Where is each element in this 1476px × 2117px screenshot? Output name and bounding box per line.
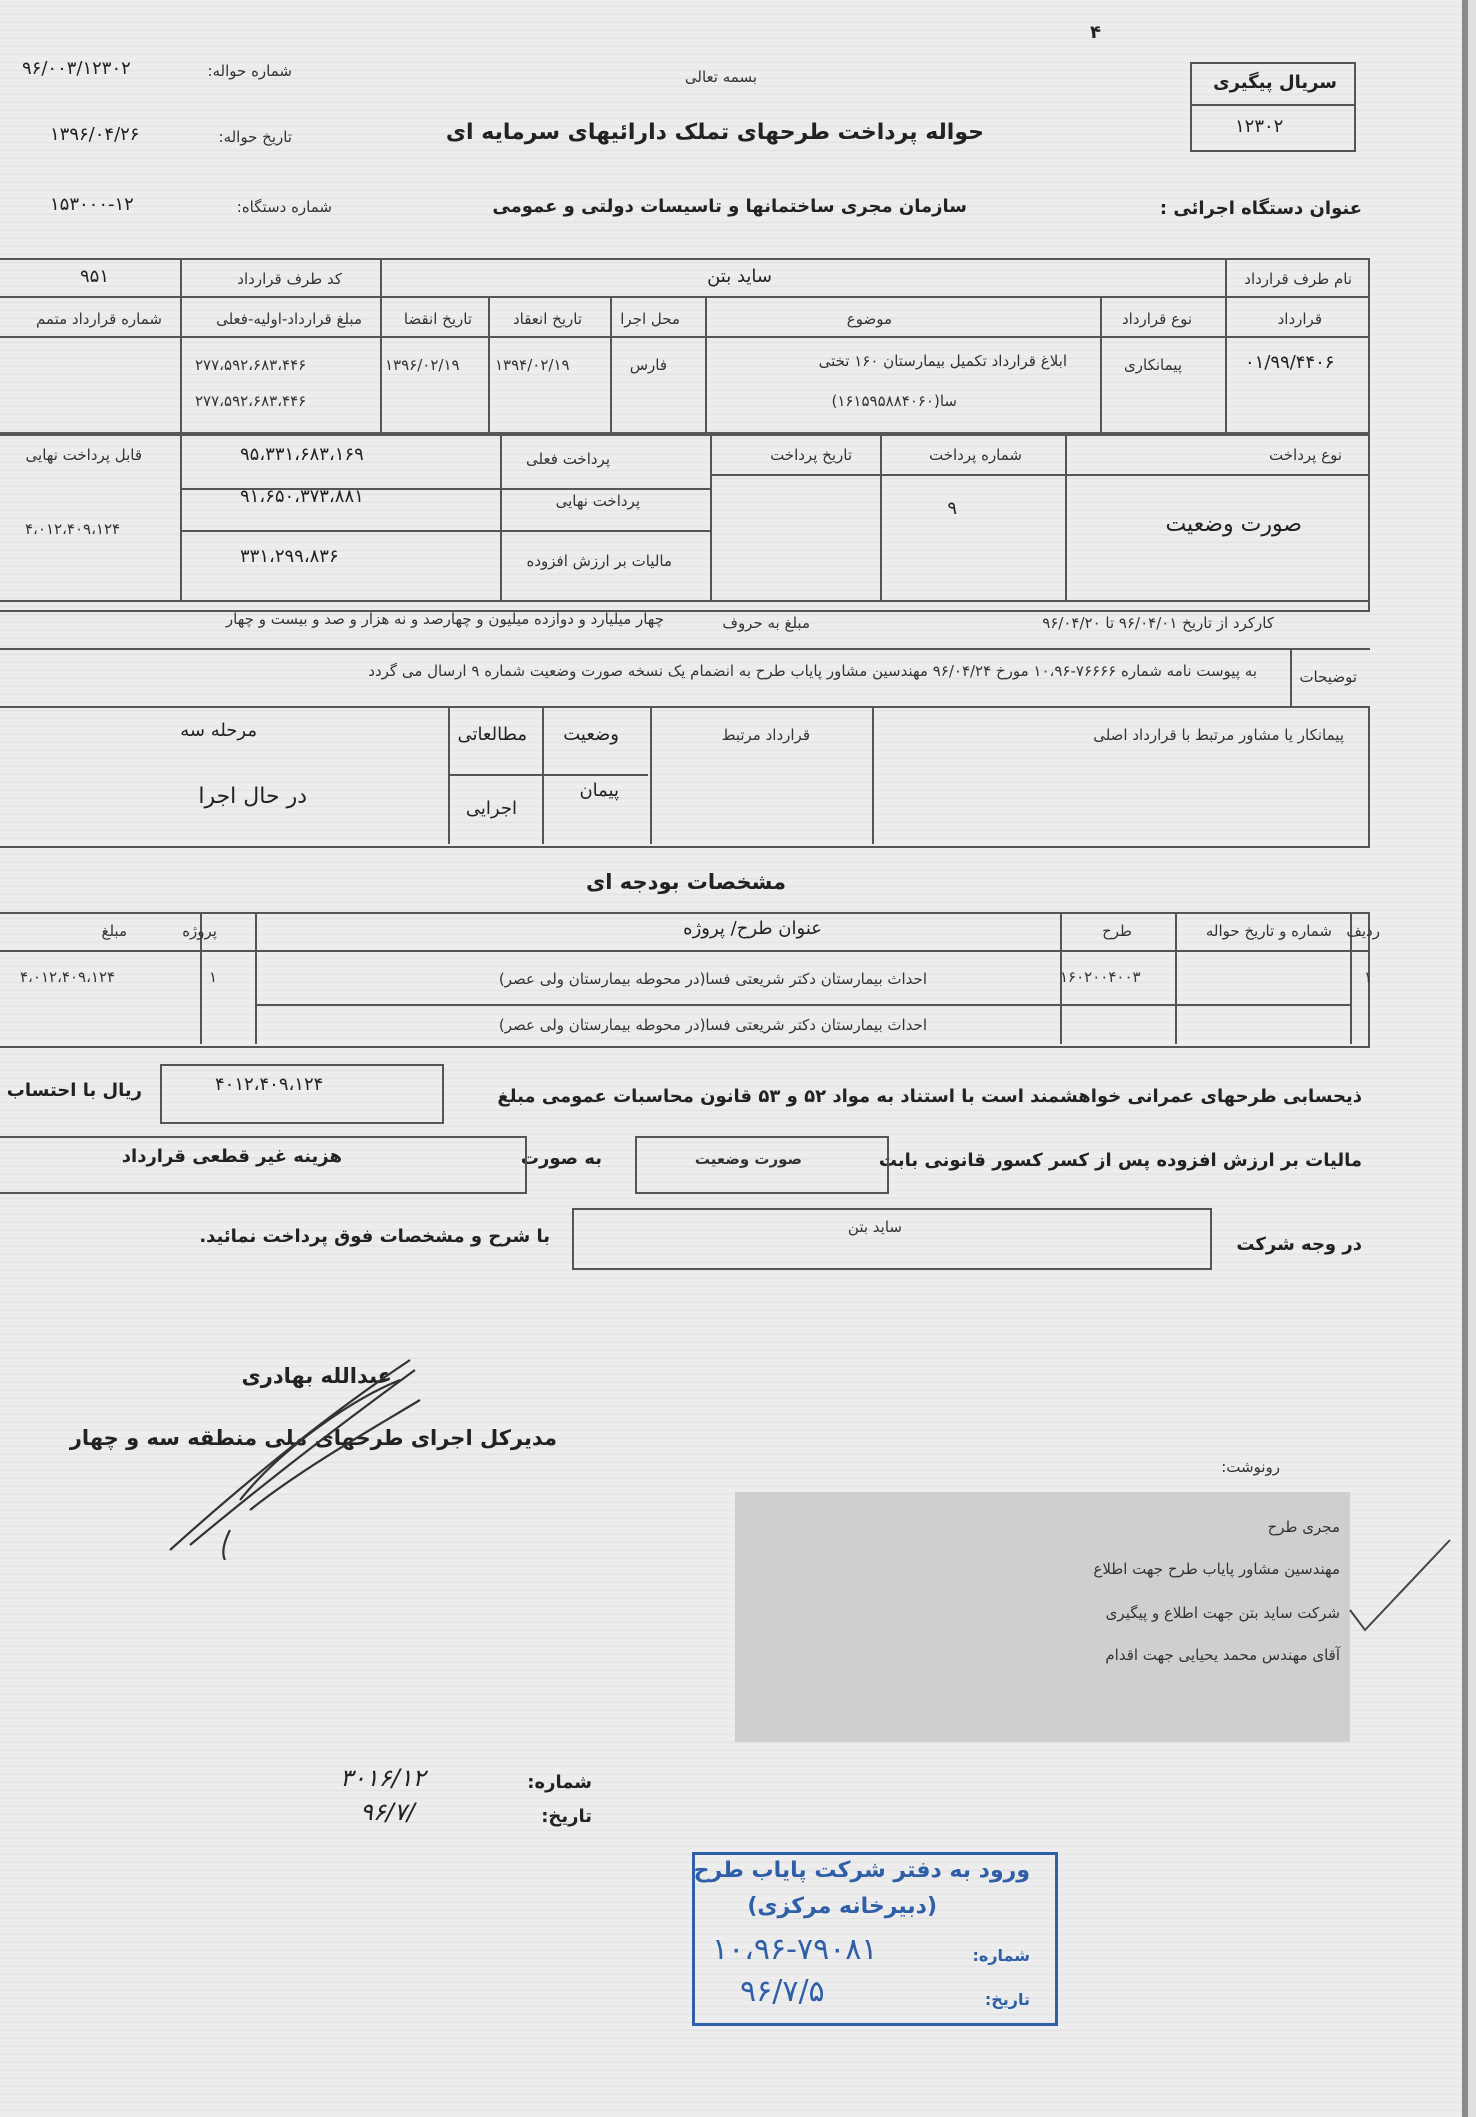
col-divider — [1175, 912, 1177, 1044]
cost-box-text: هزینه غیر قطعی قرارداد — [121, 1146, 342, 1167]
stamp-subtitle: (دبیرخانه مرکزی) — [747, 1894, 937, 1919]
col-divider — [1100, 296, 1102, 432]
col-divider — [380, 258, 382, 432]
payment-type-label: نوع پرداخت — [1269, 446, 1342, 464]
stamp-num-label: شماره: — [972, 1946, 1030, 1965]
budget-row-title2: احداث بیمارستان دکتر شریعتی فسا(در محوطه بیمارستان ولی عصر) — [498, 1016, 927, 1034]
payable-label: قابل پرداخت نهایی — [25, 446, 142, 464]
col-divider — [1065, 434, 1067, 602]
stamp-date-label: تاریخ: — [984, 1990, 1030, 2009]
signatory-title: مدیرکل اجرای طرحهای ملی منطقه سه و چهار — [69, 1426, 557, 1450]
amount-words-label: مبلغ به حروف — [722, 614, 810, 632]
col-divider — [1290, 648, 1292, 706]
col-place: محل اجرا — [620, 310, 680, 328]
payment-date-label: تاریخ پرداخت — [770, 446, 852, 464]
col-divider — [610, 296, 612, 432]
budget-col-amount: مبلغ — [101, 922, 127, 940]
col-contract-type: نوع قرارداد — [1121, 310, 1192, 328]
row-divider — [710, 474, 1370, 476]
expiry-date: ۱۳۹۶/۰۲/۱۹ — [385, 356, 460, 374]
org-name: سازمان مجری ساختمانها و تاسیسات دولتی و عمومی — [492, 196, 967, 217]
havaleh-date-value: ۱۳۹۶/۰۴/۲۶ — [50, 124, 140, 145]
budget-col-numdate: شماره و تاریخ حواله — [1205, 922, 1332, 940]
basmala: بسمه تعالی — [684, 68, 757, 86]
copies-label: رونوشت: — [1221, 1458, 1280, 1476]
col-divider — [542, 706, 544, 844]
handwritten-date-value: ۹۶/۷/ — [360, 1798, 415, 1826]
col-divider — [500, 434, 502, 602]
instruction-line1: ذیحسابی طرحهای عمرانی خواهشمند است با استناد به مواد ۵۲ و ۵۳ قانون محاسبات عمومی مبلغ — [497, 1086, 1362, 1107]
serial-value: ۱۲۳۰۲ — [1235, 116, 1284, 137]
col-divider — [650, 706, 652, 844]
exec-label: اجرایی — [465, 798, 517, 819]
amount-words: چهار میلیارد و دوازده میلیون و چهارصد و نه هزار و صد و بیست و چهار — [225, 610, 664, 628]
col-divider — [710, 434, 712, 602]
subject-line1: ابلاغ قرارداد تکمیل بیمارستان ۱۶۰ تختی — [818, 352, 1067, 370]
contract-type: پیمانکاری — [1124, 356, 1182, 374]
col-amount: مبلغ قرارداد-اولیه-فعلی — [216, 310, 362, 328]
col-divider — [488, 296, 490, 432]
subject-line2: سا(۱۶۱۵۹۵۸۸۴۰۶۰) — [831, 392, 957, 410]
handwritten-num-value: ۳۰۱۶/۱۲ — [340, 1764, 426, 1792]
row-divider — [0, 296, 1370, 298]
payable-value: ۴،۰۱۲،۴۰۹،۱۲۴ — [25, 520, 121, 538]
contract-number: ۰۱/۹۹/۴۴۰۶ — [1245, 352, 1335, 373]
vat-text: مالیات بر ارزش افزوده پس از کسر کسور قانونی بابت — [878, 1150, 1362, 1171]
budget-col-plan: طرح — [1102, 922, 1132, 940]
col-divider — [880, 434, 882, 602]
payment-number-value: ۹ — [947, 498, 957, 519]
vat-value: ۳۳۱،۲۹۹،۸۳۶ — [240, 546, 339, 567]
row-divider — [1060, 1004, 1350, 1006]
col-divider — [705, 296, 707, 432]
col-contract: قرارداد — [1277, 310, 1322, 328]
row-divider — [0, 648, 1370, 650]
phase-value: در حال اجرا — [198, 784, 307, 809]
document-title: حواله پرداخت طرحهای تملک دارائیهای سرمایه ای — [445, 120, 984, 145]
copy-item: آقای مهندس محمد یحیایی جهت اقدام — [1105, 1646, 1340, 1664]
budget-row-title1: احداث بیمارستان دکتر شریعتی فسا(در محوطه بیمارستان ولی عصر) — [498, 970, 927, 988]
sign-date: ۱۳۹۴/۰۲/۱۹ — [495, 356, 570, 374]
device-number-value: ۱۵۳۰۰۰-۱۲ — [50, 194, 134, 215]
related-contract-label: قرارداد مرتبط — [721, 726, 810, 744]
budget-row-amount: ۴،۰۱۲،۴۰۹،۱۲۴ — [20, 968, 116, 986]
col-supplement: شماره قرارداد متمم — [35, 310, 162, 328]
budget-col-row: ردیف — [1346, 922, 1380, 940]
stamp-num-value: ۱۰،۹۶-۷۹۰۸۱ — [712, 1932, 878, 1967]
signature — [150, 1340, 440, 1560]
copy-item: مجری طرح — [1267, 1518, 1340, 1536]
party-value: ساید بتن — [707, 266, 772, 287]
budget-col-title: عنوان طرح/ پروژه — [683, 918, 822, 939]
vat-box-text: صورت وضعیت — [694, 1150, 802, 1168]
description-label: توضیحات — [1299, 668, 1357, 686]
copy-item: شرکت ساید بتن جهت اطلاع و پیگیری — [1105, 1604, 1340, 1622]
col-divider — [255, 912, 257, 1044]
budget-title: مشخصات بودجه ای — [586, 870, 786, 894]
budget-row-plan: ۱۶۰۲۰۰۴۰۰۳ — [1060, 968, 1141, 986]
col-divider — [872, 706, 874, 844]
final-payment-value: ۹۱،۶۵۰،۳۷۳،۸۸۱ — [240, 486, 364, 507]
final-payment-label: پرداخت نهایی — [555, 492, 640, 510]
row-divider — [448, 774, 648, 776]
party-code-label: کد طرف قرارداد — [237, 270, 342, 288]
instruction-amount: ۴۰۱۲،۴۰۹،۱۲۴ — [215, 1074, 324, 1095]
party-code-value: ۹۵۱ — [80, 266, 110, 287]
instruction-currency: ریال با احتساب — [6, 1080, 142, 1101]
row-divider — [0, 950, 1370, 952]
handwritten-num-label: شماره: — [527, 1772, 592, 1793]
as-label: به صورت — [520, 1148, 602, 1169]
closing-text: با شرح و مشخصات فوق پرداخت نمائید. — [199, 1226, 550, 1247]
row-divider — [0, 600, 1370, 602]
phase-label: مرحله سه — [180, 720, 257, 741]
copy-item: مهندسین مشاور پایاب طرح جهت اطلاع — [1093, 1560, 1340, 1578]
havaleh-number-label: شماره حواله: — [207, 62, 292, 80]
signatory-name: عبدالله بهادری — [241, 1364, 392, 1388]
check-mark — [1345, 1530, 1455, 1640]
company-label: در وجه شرکت — [1236, 1234, 1362, 1255]
status-label: وضعیت — [563, 724, 619, 745]
party-label: نام طرف قرارداد — [1244, 270, 1352, 288]
place: فارس — [629, 356, 667, 374]
description-text: به پیوست نامه شماره ۷۶۶۶۶-۱۰،۹۶ مورخ ۹۶/۰۴/۲۴ مهندسین مشاور پایاب طرح به انضمام یک نسخه صورت وضعیت شماره ۹ ارسال می گردد — [368, 662, 1257, 680]
budget-col-project: پروژه — [182, 922, 217, 940]
amount-initial: ۲۷۷،۵۹۲،۶۸۳،۴۴۶ — [195, 356, 307, 374]
work-period: کارکرد از تاریخ ۹۶/۰۴/۰۱ تا ۹۶/۰۴/۲۰ — [1042, 614, 1274, 632]
amount-current: ۲۷۷،۵۹۲،۶۸۳،۴۴۶ — [195, 392, 307, 410]
row-divider — [180, 530, 710, 532]
budget-row-number: ۱ — [1363, 968, 1372, 986]
device-number-label: شماره دستگاه: — [236, 198, 332, 216]
payment-number-label: شماره پرداخت — [929, 446, 1022, 464]
col-expiry-date: تاریخ انقضا — [403, 310, 472, 328]
contractor-label: پیمانکار یا مشاور مرتبط با قرارداد اصلی — [1093, 726, 1344, 744]
serial-label: سریال پیگیری — [1213, 72, 1337, 93]
row-divider — [0, 336, 1370, 338]
col-divider — [180, 434, 182, 602]
serial-divider — [1190, 104, 1354, 106]
col-divider — [448, 706, 450, 844]
havaleh-date-label: تاریخ حواله: — [218, 128, 292, 146]
handwritten-date-label: تاریخ: — [541, 1806, 592, 1827]
org-label: عنوان دستگاه اجرائی : — [1159, 198, 1362, 219]
budget-row-project: ۱ — [208, 968, 217, 986]
status-value: پیمان — [579, 780, 619, 801]
col-divider — [180, 258, 182, 432]
col-sign-date: تاریخ انعقاد — [512, 310, 582, 328]
study-label: مطالعاتی — [457, 724, 527, 745]
page-mark: ۴ — [1090, 22, 1101, 43]
payment-type-value: صورت وضعیت — [1165, 512, 1302, 537]
stamp-title: ورود به دفتر شرکت پایاب طرح — [693, 1858, 1030, 1883]
company-box-text: ساید بتن — [847, 1218, 902, 1236]
havaleh-number-value: ۹۶/۰۰۳/۱۲۳۰۲ — [22, 58, 131, 79]
row-divider — [255, 1004, 1065, 1006]
current-payment-value: ۹۵،۳۳۱،۶۸۳،۱۶۹ — [240, 444, 364, 465]
col-divider — [1225, 258, 1227, 432]
current-payment-label: پرداخت فعلی — [526, 450, 610, 468]
stamp-date-value: ۹۶/۷/۵ — [740, 1974, 825, 2009]
vat-label: مالیات بر ارزش افزوده — [526, 552, 672, 570]
col-subject: موضوع — [846, 310, 892, 328]
